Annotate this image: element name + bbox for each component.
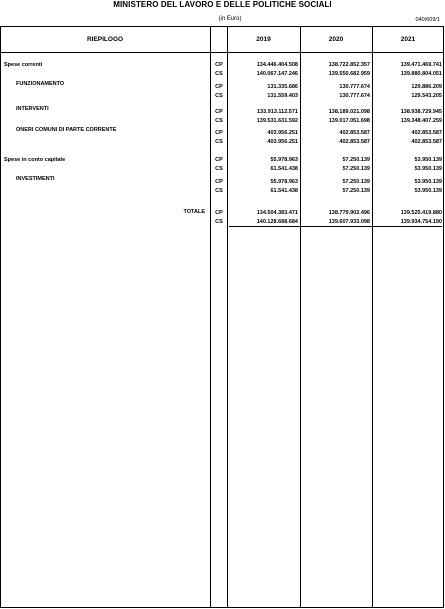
header-divider: [0, 52, 444, 53]
row-label: INTERVENTI: [16, 106, 49, 112]
row-label: Spese in conto capitale: [4, 157, 66, 163]
value-cell: 134.504.383.471: [256, 210, 298, 216]
value-cell: 140.128.688.684: [256, 218, 298, 225]
cs-marker: CS: [215, 138, 223, 145]
value-cell: 57.250.139: [342, 187, 370, 194]
cs-marker: CS: [215, 70, 223, 77]
value-cell: 139.880.804.051: [400, 70, 442, 77]
cs-marker: CS: [215, 218, 223, 225]
cs-marker: CS: [215, 117, 223, 124]
value-cell: 55.978.963: [270, 157, 298, 163]
value-cell: 403.956.251: [267, 138, 298, 145]
value-cell: 53.950.139: [414, 179, 442, 185]
page-title: MINISTERO DEL LAVORO E DELLE POLITICHE SOCIALI: [113, 0, 332, 9]
value-cell: 57.250.139: [342, 179, 370, 185]
value-cell: 403.956.251: [267, 130, 298, 136]
value-cell: 53.950.139: [414, 187, 442, 194]
unit-label: (in Euro): [218, 16, 242, 22]
value-cell: 140.067.147.246: [256, 70, 298, 77]
column-divider: [227, 26, 228, 608]
value-cell: 138.779.902.496: [328, 210, 370, 216]
total-underline: [229, 226, 442, 227]
value-cell: 139.348.407.259: [400, 117, 442, 124]
cp-marker: CP: [215, 130, 223, 136]
row-label: ONERI COMUNI DI PARTE CORRENTE: [16, 127, 117, 133]
value-cell: 139.934.754.190: [400, 218, 442, 225]
value-cell: 134.446.404.508: [256, 62, 298, 68]
row-label: FUNZIONAMENTO: [16, 81, 65, 87]
document-code: 040/609/1: [415, 17, 440, 23]
cp-marker: CP: [215, 84, 223, 90]
value-cell: 133.913.112.571: [257, 109, 298, 115]
value-cell: 139.525.419.880: [400, 210, 442, 216]
cp-marker: CP: [215, 157, 223, 163]
value-cell: 138.938.729.945: [400, 109, 442, 115]
value-cell: 53.950.139: [414, 165, 442, 172]
cs-marker: CS: [215, 165, 223, 172]
value-cell: 139.607.933.098: [328, 218, 370, 225]
column-divider: [372, 26, 373, 608]
value-cell: 402.853.587: [339, 130, 370, 136]
value-cell: 138.189.021.098: [328, 109, 370, 115]
value-cell: 139.471.469.741: [400, 62, 442, 68]
value-cell: 402.853.587: [411, 130, 442, 136]
cp-marker: CP: [215, 109, 223, 115]
value-cell: 57.250.139: [342, 157, 370, 163]
value-cell: 131.559.403: [267, 92, 298, 99]
column-header-riepilogo: RIEPILOGO: [86, 36, 124, 43]
row-label: Spese correnti: [4, 62, 43, 68]
cs-marker: CS: [215, 187, 223, 194]
value-cell: 402.853.587: [411, 138, 442, 145]
cp-marker: CP: [215, 62, 223, 68]
value-cell: 138.722.852.357: [328, 62, 370, 68]
column-header-2019: 2019: [256, 36, 271, 43]
value-cell: 129.886.209: [411, 84, 442, 90]
row-label: INVESTIMENTI: [16, 176, 55, 182]
value-cell: 53.950.139: [414, 157, 442, 163]
value-cell: 402.853.587: [339, 138, 370, 145]
column-header-2021: 2021: [400, 36, 416, 43]
value-cell: 61.541.438: [270, 187, 298, 194]
value-cell: 61.541.438: [270, 165, 298, 172]
value-cell: 139.531.631.592: [256, 117, 298, 124]
value-cell: 130.777.674: [339, 84, 370, 90]
cp-marker: CP: [215, 210, 223, 216]
row-label: TOTALE: [183, 209, 205, 215]
cs-marker: CS: [215, 92, 223, 99]
value-cell: 130.777.674: [339, 92, 370, 99]
value-cell: 131.335.686: [267, 84, 298, 90]
value-cell: 57.250.139: [342, 165, 370, 172]
value-cell: 129.543.205: [411, 92, 442, 99]
column-header-2020: 2020: [328, 36, 344, 43]
column-divider: [300, 26, 301, 608]
cp-marker: CP: [215, 179, 223, 185]
value-cell: 139.550.682.959: [328, 70, 370, 77]
value-cell: 139.017.051.698: [328, 117, 370, 124]
value-cell: 55.978.963: [270, 179, 298, 185]
